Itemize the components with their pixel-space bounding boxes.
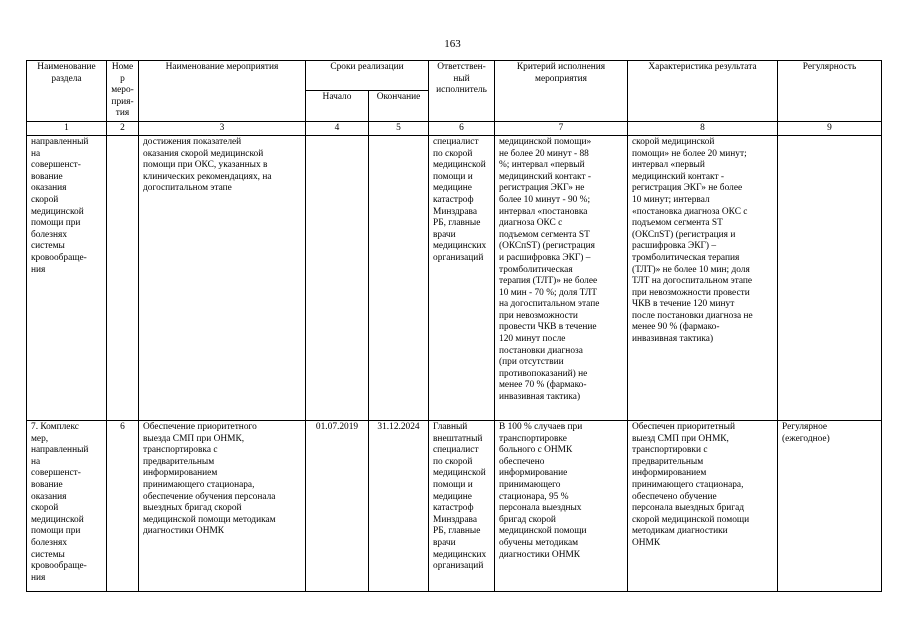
number-cell: 6 [107,420,139,591]
activities-table [26,60,882,592]
table-row [27,135,882,420]
activity-cell: достижения показателей оказания скорой медицинской помощи при ОКС, указанных в клинических рекомендациях, на догоспитальном этапе [139,135,306,420]
column-number: 6 [429,121,495,135]
table-row [27,420,882,591]
column-number: 7 [495,121,628,135]
column-number: 5 [369,121,429,135]
header-criterion: Критерий исполнения мероприятия [495,61,628,122]
end-date-cell: 31.12.2024 [369,420,429,591]
header-activity: Наименование мероприятия [139,61,306,122]
header-regularity: Регулярность [778,61,882,122]
activity-cell: Обеспечение приоритетного выезда СМП при ОНМК, транспортировка с предварительным информированием принимающего стационара, обеспечение обучения персонала выездных бригад скорой медицинской помощи методикам диагностики ОНМК [139,420,306,591]
criterion-cell: В 100 % случаев при транспортировке больного с ОНМК обеспечено информирование принимающего стационара, 95 % персонала выездных бригад скорой медицинской помощи обучены методикам диагностики ОНМК [495,420,628,591]
number-cell [107,135,139,420]
result-cell: скорой медицинской помощи» не более 20 минут; интервал «первый медицинский контакт - регистрация ЭКГ» не более 10 минут; интервал «постановка диагноза ОКС с подъемом сегмента ST (ОКСпST) (регистрация и расшифровка ЭКГ) – тромболитическая терапия (ТЛТ)» не более 10 мин; доля ТЛТ на догоспитальном этапе при невозможности провести ЧКВ в течение 120 минут после постановки диагноза не менее 90 % (фармако- инвазивная тактика) [628,135,778,420]
result-cell: Обеспечен приоритетный выезд СМП при ОНМК, транспортировки с предварительным информированием принимающего стационара, обеспечено обучение персонала выездных бригад скорой медицинской помощи методикам диагностики ОНМК [628,420,778,591]
column-number: 2 [107,121,139,135]
start-date-cell [306,135,369,420]
header-responsible: Ответствен- ный исполнитель [429,61,495,122]
header-section: Наименование раздела [27,61,107,122]
regularity-cell [778,135,882,420]
column-number: 9 [778,121,882,135]
header-start: Начало [306,91,369,121]
header-number: Номер меро- прия- тия [107,61,139,122]
responsible-cell: Главный внештатный специалист по скорой медицинской помощи и медицине катастроф Минздрава РБ, главные врачи медицинских организаций [429,420,495,591]
header-timeline: Сроки реализации [306,61,429,91]
header-row-top [27,61,882,91]
column-number: 8 [628,121,778,135]
column-number: 4 [306,121,369,135]
regularity-cell: Регулярное (ежегодное) [778,420,882,591]
section-cell: 7. Комплекс мер, направленный на совершенст- вование оказания скорой медицинской помощи при болезнях системы кровообраще- ния [27,420,107,591]
column-number: 1 [27,121,107,135]
header-end: Окончание [369,91,429,121]
section-cell: направленный на совершенст- вование оказания скорой медицинской помощи при болезнях системы кровообраще- ния [27,135,107,420]
responsible-cell: специалист по скорой медицинской помощи и медицине катастроф Минздрава РБ, главные врачи медицинских организаций [429,135,495,420]
column-number-row [27,121,882,135]
page-number: 163 [444,38,461,50]
start-date-cell: 01.07.2019 [306,420,369,591]
end-date-cell [369,135,429,420]
column-number: 3 [139,121,306,135]
header-result: Характеристика результата [628,61,778,122]
criterion-cell: медицинской помощи» не более 20 минут - 88 %; интервал «первый медицинский контакт - регистрация ЭКГ» не более 10 минут - 90 %; интервал «постановка диагноза ОКС с подъемом сегмента ST (ОКСпST) (регистрация и расшифровка ЭКГ) – тромболитическая терапия (ТЛТ)» не более 10 мин - 70 %; доля ТЛТ на догоспитальном этапе при невозможности провести ЧКВ в течение 120 минут после постановки диагноза (при отсутствии противопоказаний) не менее 70 % (фармако- инвазивная тактика) [495,135,628,420]
